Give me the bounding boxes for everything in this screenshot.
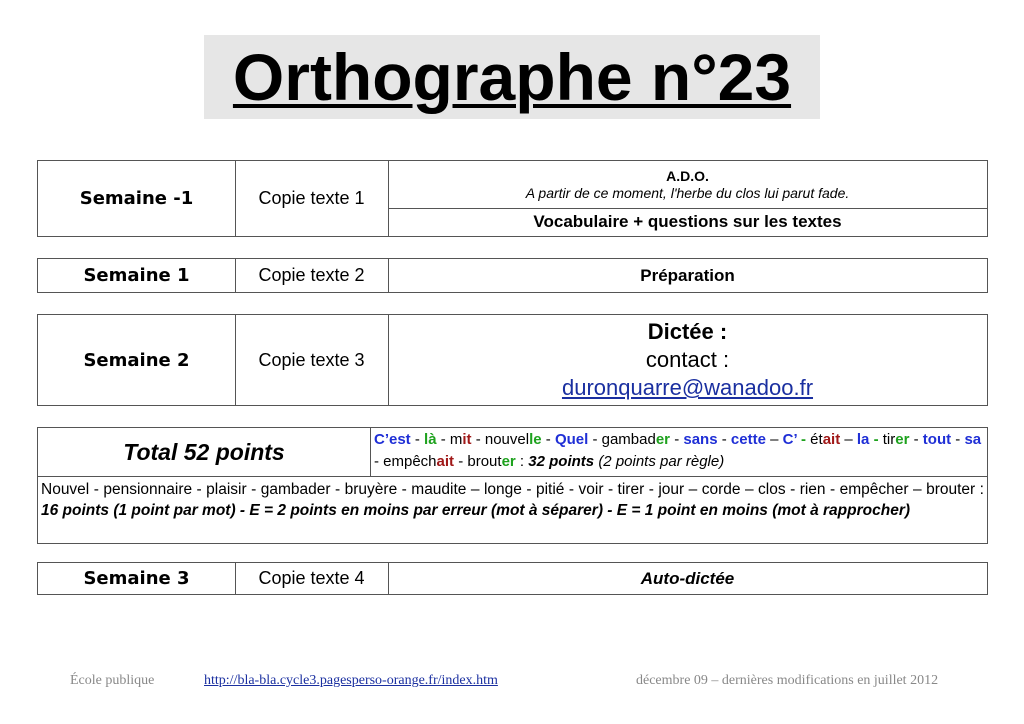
copy-label: Copie texte 4 xyxy=(258,568,365,588)
rule-word-fragment: - xyxy=(541,431,555,448)
rule-points-note: (2 points par règle) xyxy=(598,453,725,470)
dictee-cell xyxy=(388,315,987,405)
week-label: Semaine 2 xyxy=(83,349,190,371)
footer-school: École publique xyxy=(70,673,155,688)
rule-word-fragment: - nouvel xyxy=(471,431,530,448)
page-title: Orthographe n°23 xyxy=(232,40,792,114)
rule-word-fragment: sans xyxy=(683,431,718,448)
rule-word-fragment: er xyxy=(501,453,516,470)
row-semaine-2 xyxy=(37,314,988,406)
activity-cell: Préparation xyxy=(640,265,735,285)
week-label: Semaine -1 xyxy=(79,188,194,209)
rule-word-fragment: - empêch xyxy=(374,453,437,470)
row-semaine-3 xyxy=(37,562,988,595)
rule-word-fragment: cette xyxy=(730,431,766,448)
rule-word-fragment: it xyxy=(462,431,472,448)
ado-cell xyxy=(388,161,987,208)
rule-word-fragment: la xyxy=(856,431,870,448)
row-semaine-minus1 xyxy=(37,160,988,237)
activity-cell: Auto-dictée xyxy=(640,568,735,588)
rule-word-fragment: - m xyxy=(436,431,463,448)
dictee-label: Dictée : xyxy=(647,319,728,344)
word-list: Nouvel - pensionnaire - plaisir - gambader - bruyère - maudite – longe - pitié - voir - tirer - jour – corde – clos - rien - empêcher – brouter xyxy=(41,481,976,498)
rule-word-fragment: sa xyxy=(964,431,982,448)
row-semaine-1 xyxy=(37,258,988,293)
title-banner xyxy=(204,35,820,119)
row-total xyxy=(37,427,988,544)
rule-word-fragment: - xyxy=(796,431,811,448)
rule-word-fragment: : xyxy=(515,453,529,470)
rules-cell xyxy=(374,429,986,475)
rule-points: 32 points xyxy=(528,453,595,470)
rule-word-fragment: ait xyxy=(436,453,455,470)
rule-word-fragment: - gambad xyxy=(588,431,656,448)
rule-word-fragment: er xyxy=(895,431,910,448)
rule-word-fragment: ét xyxy=(810,431,823,448)
rule-word-fragment: – xyxy=(840,431,857,448)
rule-word-fragment: er xyxy=(655,431,671,448)
ado-label: A.D.O. xyxy=(666,167,709,184)
ado-sentence: A partir de ce moment, l'herbe du clos lui parut fade. xyxy=(525,184,850,201)
week-label: Semaine 3 xyxy=(83,568,190,589)
rule-word-fragment: Quel xyxy=(554,431,589,448)
rule-word-fragment: - xyxy=(951,431,965,448)
rule-word-fragment: - brout xyxy=(454,453,502,470)
copy-label: Copie texte 1 xyxy=(258,188,365,208)
email-link[interactable]: duronquarre@wanadoo.fr xyxy=(561,375,814,400)
rule-word-fragment: tir xyxy=(882,431,896,448)
footer-url[interactable]: http://bla-bla.cycle3.pagesperso-orange.fr/index.htm xyxy=(204,673,498,688)
vocab-cell: Vocabulaire + questions sur les textes xyxy=(533,212,842,231)
rule-word-fragment: tout xyxy=(922,431,952,448)
word-list-points: 16 points (1 point par mot) - E = 2 points en moins par erreur (mot à séparer) - E = 1 point en moins (mot à rapprocher) xyxy=(41,502,911,519)
rule-word-fragment: - xyxy=(670,431,684,448)
copy-label: Copie texte 2 xyxy=(258,265,365,285)
contact-label: contact : xyxy=(645,347,730,372)
rule-word-fragment: là xyxy=(424,431,437,448)
rule-word-fragment: C’ xyxy=(782,431,797,448)
copy-label: Copie texte 3 xyxy=(258,349,365,370)
rule-word-fragment: - xyxy=(717,431,731,448)
footer-date: décembre 09 – dernières modifications en juillet 2012 xyxy=(636,673,939,688)
total-label: Total 52 points xyxy=(123,438,285,465)
rule-word-fragment: - xyxy=(410,431,425,448)
rule-word-fragment: C’est xyxy=(374,431,411,448)
rule-word-fragment: ait xyxy=(822,431,841,448)
rule-word-fragment: - xyxy=(909,431,923,448)
week-label: Semaine 1 xyxy=(83,265,190,286)
rule-word-fragment: le xyxy=(529,431,542,448)
rule-word-fragment: – xyxy=(765,431,783,448)
word-list-cell: Nouvel - pensionnaire - plaisir - gambader - bruyère - maudite – longe - pitié - voir - tirer - jour – corde – clos - rien - empêcher – brouter : 16 points (1 point par mot) - E = 2 points en moins par erreur (mot à séparer) - E = 1 point en moins (mot à rapprocher) xyxy=(41,481,984,519)
rule-word-fragment: - xyxy=(869,431,883,448)
